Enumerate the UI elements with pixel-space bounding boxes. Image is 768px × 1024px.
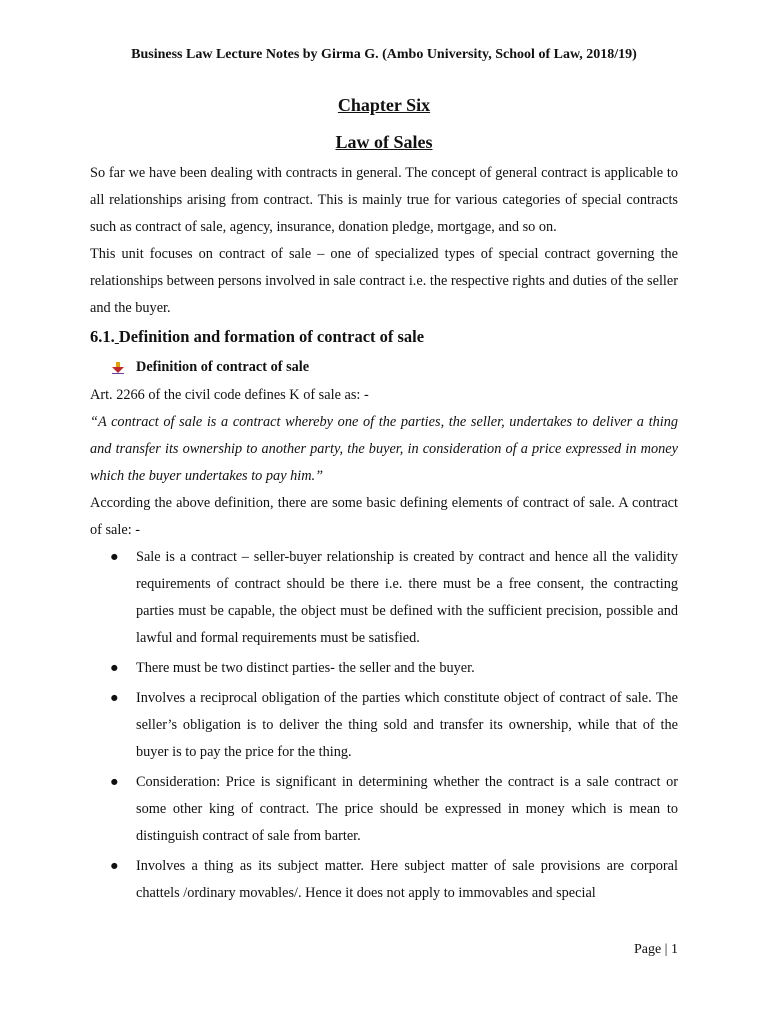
intro-paragraph-1: So far we have been dealing with contracts in general. The concept of general contract is applicable to all relationships arising from contract. This is mainly true for various categories of special contracts such as contract of sale, agency, insurance, donation pledge, mortgage, and so on. (90, 165, 678, 235)
list-item (90, 853, 678, 907)
list-item (90, 544, 678, 652)
chapter-title: Law of Sales (335, 132, 433, 152)
list-item-text: Involves a reciprocal obligation of the parties which constitute object of contract of sale. The seller’s obligation is to deliver the thing sold and transfer its ownership, while that of the buyer is to pay the price for the thing. (136, 690, 678, 760)
bullet-icon: ● (110, 774, 119, 790)
running-header: Business Law Lecture Notes by Girma G. (Ambo University, School of Law, 2018/19) (131, 47, 637, 62)
definition-quote: “A contract of sale is a contract whereby one of the parties, the seller, undertakes to deliver a thing and transfer its ownership to another party, the buyer, in consideration of a price expressed in money which the buyer undertakes to pay him.” (90, 414, 678, 484)
section-number: 6.1. (90, 327, 115, 346)
subheading-text: Definition of contract of sale (136, 359, 310, 375)
section-title: Definition and formation of contract of sale (118, 327, 425, 346)
elements-intro: According the above definition, there are some basic defining elements of contract of sale. A contract of sale: - (90, 495, 678, 538)
list-item-text: Consideration: Price is significant in determining whether the contract is a sale contract or some other king of contract. The price should be expressed in money which is mean to distinguish contract of sale from barter. (136, 774, 678, 844)
article-intro: Art. 2266 of the civil code defines K of sale as: - (90, 387, 369, 403)
subheading (90, 352, 678, 382)
list-item (90, 769, 678, 850)
bullet-icon: ● (110, 660, 119, 676)
bullet-icon: ● (110, 858, 119, 874)
list-item-text: Involves a thing as its subject matter. Here subject matter of sale provisions are corporal chattels /ordinary movables/. Hence it does not apply to immovables and special (136, 858, 678, 901)
bullet-icon: ● (110, 549, 119, 565)
list-item (90, 685, 678, 766)
page-number: Page | 1 (633, 942, 678, 957)
intro-paragraph-2: This unit focuses on contract of sale – one of specialized types of special contract governing the relationships between persons involved in sale contract i.e. the respective rights and duties of the seller and the buyer. (90, 246, 678, 316)
chapter-heading: Chapter Six (337, 95, 431, 115)
bullet-icon: ● (110, 690, 119, 706)
list-item-text: There must be two distinct parties- the seller and the buyer. (136, 660, 475, 676)
list-item (90, 655, 678, 682)
section-heading (90, 322, 678, 352)
arrow-bullet-icon (112, 362, 124, 374)
list-item-text: Sale is a contract – seller-buyer relationship is created by contract and hence all the validity requirements of contract should be there i.e. there must be a free consent, the contracting parties must be capable, the object must be defined with the sufficient precision, possible and lawful and formal requirements must be satisfied. (136, 549, 678, 646)
body-text (90, 160, 678, 910)
elements-list (90, 544, 678, 907)
